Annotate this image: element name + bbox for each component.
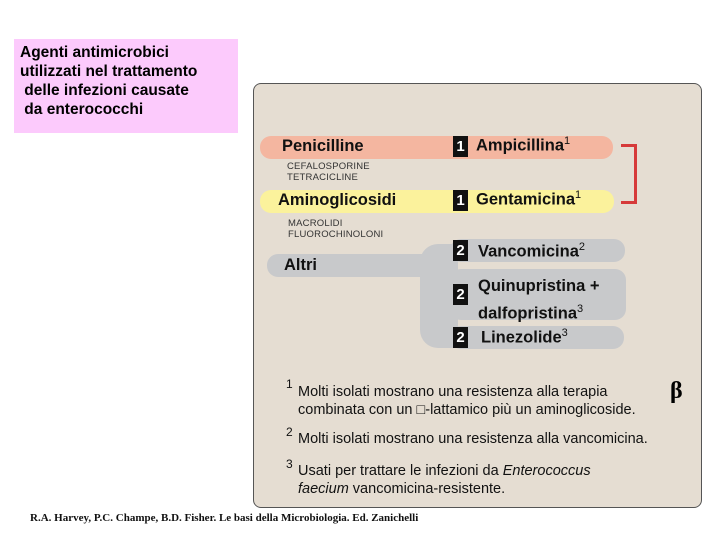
drug-note: 1 xyxy=(575,189,582,201)
rank-badge: 2 xyxy=(453,327,468,348)
footnote-3 xyxy=(298,462,591,498)
drug-note: 1 xyxy=(564,135,571,147)
drug-gentamicina xyxy=(476,189,581,210)
aminoglicosidi-label: Aminoglicosidi xyxy=(278,191,397,209)
drug-name: Ampicillina xyxy=(476,136,565,155)
drug-linezolide xyxy=(481,327,568,348)
drug-name: Vancomicina xyxy=(478,242,579,261)
footnote-line: Molti isolati mostrano una resistenza alla terapia xyxy=(298,384,608,400)
footnote-line: Usati per trattare le infezioni da xyxy=(298,463,503,479)
drug-note: 3 xyxy=(561,327,568,339)
drug-vancomicina xyxy=(478,241,585,262)
combination-bracket xyxy=(621,144,637,204)
sub-label: TETRACICLINE xyxy=(287,172,359,183)
drug-note: 3 xyxy=(577,303,584,315)
drug-note: 2 xyxy=(578,241,586,253)
drug-name: Quinupristina + xyxy=(478,277,600,295)
rank-badge: 2 xyxy=(453,240,468,261)
drug-name-line2: dalfopristina xyxy=(478,304,578,323)
footnote-italic: Enterococcus xyxy=(502,463,591,479)
drug-name: Gentamicina xyxy=(476,190,576,209)
footnote-2: Molti isolati mostrano una resistenza alla vancomicina. xyxy=(298,431,648,447)
footnote-line: vancomicina-resistente. xyxy=(348,481,506,497)
drug-ampicillina xyxy=(476,135,570,156)
drug-name: Linezolide xyxy=(481,328,562,347)
rank-badge: 1 xyxy=(453,190,468,211)
footnote-italic: faecium xyxy=(298,481,349,497)
sub-label: FLUOROCHINOLONI xyxy=(288,229,384,240)
beta-symbol: β xyxy=(670,378,683,404)
footnote-number: 2 xyxy=(286,425,293,439)
altri-label: Altri xyxy=(284,256,317,274)
rank-badge: 2 xyxy=(453,284,468,305)
sub-label: MACROLIDI xyxy=(288,218,343,229)
sub-label: CEFALOSPORINE xyxy=(287,161,370,172)
slide-title: Agenti antimicrobici utilizzati nel trattamento delle infezioni causate da enterococchi xyxy=(14,39,238,133)
drug-quinupristina xyxy=(478,275,599,326)
footnote-number: 1 xyxy=(286,377,293,391)
penicilline-label: Penicilline xyxy=(282,137,364,155)
citation: R.A. Harvey, P.C. Champe, B.D. Fisher. Le basi della Microbiologia. Ed. Zanichelli xyxy=(30,512,419,524)
footnote-1 xyxy=(298,383,636,419)
footnote-number: 3 xyxy=(286,457,293,471)
rank-badge: 1 xyxy=(453,136,468,157)
footnote-line: combinata con un □-lattamico più un aminoglicoside. xyxy=(298,402,636,418)
